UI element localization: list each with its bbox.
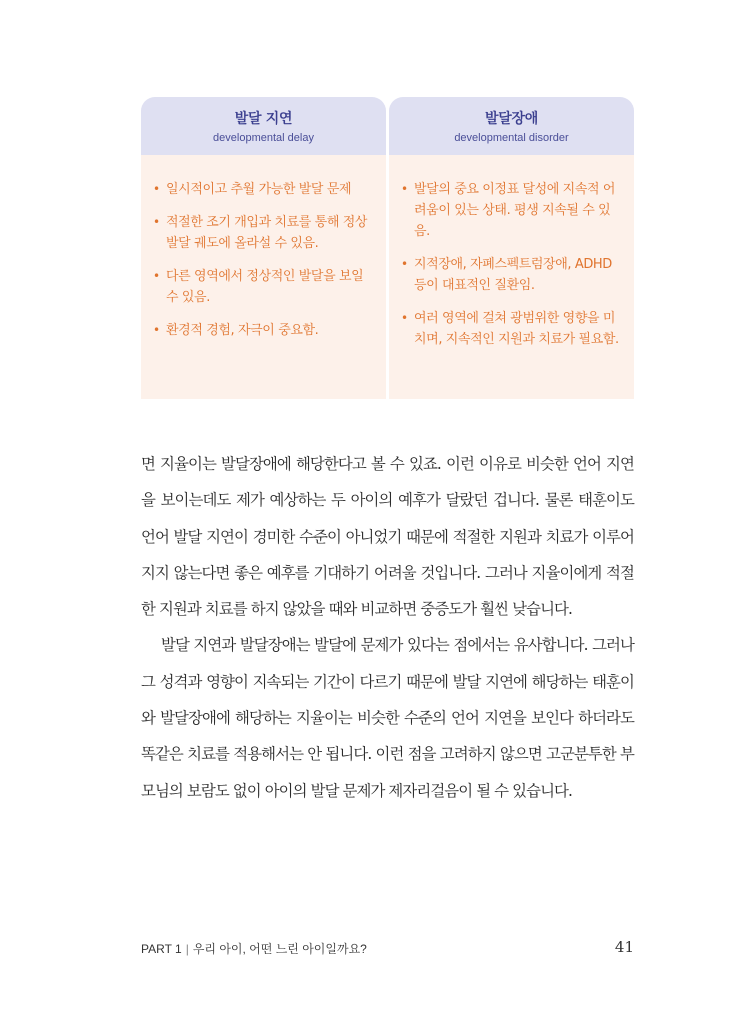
paragraph: 발달 지연과 발달장애는 발달에 문제가 있다는 점에서는 유사합니다. 그러나 그 성격과 영향이 지속되는 기간이 다르기 때문에 발달 지연에 해당하는 태훈이와 발달장애에 해당하는 지율이는 비슷한 수준의 언어 지연을 보인다 하더라도 똑같은 치료를 적용해서는 안 됩니다. 이런 점을 고려하지 않으면 고군분투한 부모님의 보람도 없이 아이의 발달 문제가 제자리걸음이 될 수 있습니다. bbox=[141, 636, 634, 800]
paragraph: 면 지율이는 발달장애에 해당한다고 볼 수 있죠. 이런 이유로 비슷한 언어 지연을 보이는데도 제가 예상하는 두 아이의 예후가 달랐던 겁니다. 물론 태훈이도 언어 발달 지연이 경미한 수준이 아니었기 때문에 적절한 지원과 치료가 이루어지지 않는다면 좋은 예후를 기대하기 어려울 것입니다. 그러나 지율이에게 적절한 지원과 치료를 하지 않았을 때와 비교하면 중증도가 훨씬 낮습니다. bbox=[141, 455, 634, 619]
list-item: • 다른 영역에서 정상적인 발달을 보일 수 있음. bbox=[153, 266, 372, 308]
list-item: • 환경적 경험, 자극이 중요함. bbox=[153, 320, 372, 341]
page-number: 41 bbox=[614, 938, 634, 956]
column-header-disorder bbox=[389, 97, 634, 155]
table-column-delay bbox=[141, 97, 386, 399]
bullet-list bbox=[153, 179, 372, 341]
table-column-disorder bbox=[389, 97, 634, 399]
footer-separator: | bbox=[185, 942, 189, 956]
footer-part: PART 1 bbox=[141, 942, 182, 956]
list-item: • 발달의 중요 이정표 달성에 지속적 어려움이 있는 상태. 평생 지속될 수 있음. bbox=[401, 179, 620, 242]
list-item: • 적절한 조기 개입과 치료를 통해 정상 발달 궤도에 올라설 수 있음. bbox=[153, 212, 372, 254]
list-item: • 여러 영역에 걸쳐 광범위한 영향을 미치며, 지속적인 지원과 치료가 필요함. bbox=[401, 308, 620, 350]
column-title-ko: 발달 지연 bbox=[234, 111, 293, 127]
column-title-en: developmental delay bbox=[213, 132, 314, 144]
body-text bbox=[141, 446, 634, 809]
column-title-ko: 발달장애 bbox=[485, 111, 538, 127]
comparison-table bbox=[141, 97, 634, 399]
running-footer bbox=[141, 940, 367, 957]
column-header-delay bbox=[141, 97, 386, 155]
footer-chapter: 우리 아이, 어떤 느린 아이일까요? bbox=[192, 942, 367, 956]
list-item: • 일시적이고 추월 가능한 발달 문제 bbox=[153, 179, 372, 200]
column-title-en: developmental disorder bbox=[454, 132, 569, 144]
list-item: • 지적장애, 자폐스펙트럼장애, ADHD 등이 대표적인 질환임. bbox=[401, 254, 620, 296]
column-body-disorder bbox=[389, 155, 634, 399]
bullet-list bbox=[401, 179, 620, 350]
column-body-delay bbox=[141, 155, 386, 399]
